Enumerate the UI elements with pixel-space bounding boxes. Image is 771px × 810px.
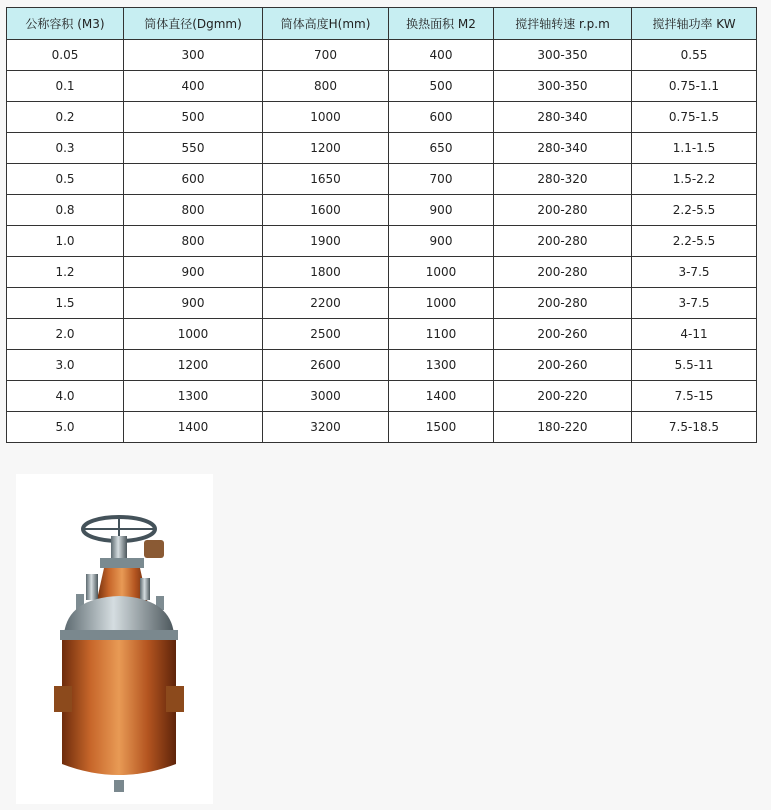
cell-diameter: 550 — [124, 133, 263, 164]
cell-shaft-speed: 300-350 — [494, 71, 632, 102]
spec-table — [6, 7, 757, 443]
cell-shaft-power: 3-7.5 — [632, 288, 757, 319]
cell-heat-area: 600 — [389, 102, 494, 133]
cell-volume: 0.8 — [7, 195, 124, 226]
table-row — [7, 288, 757, 319]
cell-diameter: 800 — [124, 195, 263, 226]
cell-shaft-power: 5.5-11 — [632, 350, 757, 381]
cell-shaft-power: 7.5-15 — [632, 381, 757, 412]
header-volume: 公称容积 (M3) — [7, 8, 124, 40]
cell-diameter: 400 — [124, 71, 263, 102]
cell-heat-area: 1500 — [389, 412, 494, 443]
cell-diameter: 1000 — [124, 319, 263, 350]
cell-height: 2200 — [263, 288, 389, 319]
cell-heat-area: 400 — [389, 40, 494, 71]
cell-shaft-speed: 280-340 — [494, 133, 632, 164]
cell-height: 2600 — [263, 350, 389, 381]
cell-heat-area: 900 — [389, 195, 494, 226]
cell-height: 2500 — [263, 319, 389, 350]
cell-volume: 0.2 — [7, 102, 124, 133]
cell-diameter: 1400 — [124, 412, 263, 443]
table-row — [7, 195, 757, 226]
cell-heat-area: 500 — [389, 71, 494, 102]
cell-volume: 0.05 — [7, 40, 124, 71]
cell-shaft-power: 2.2-5.5 — [632, 195, 757, 226]
cell-shaft-power: 0.75-1.1 — [632, 71, 757, 102]
table-row — [7, 102, 757, 133]
table-row — [7, 412, 757, 443]
cell-volume: 0.5 — [7, 164, 124, 195]
cell-diameter: 900 — [124, 288, 263, 319]
cell-volume: 1.0 — [7, 226, 124, 257]
cell-shaft-power: 7.5-18.5 — [632, 412, 757, 443]
cell-height: 3000 — [263, 381, 389, 412]
cell-shaft-speed: 300-350 — [494, 40, 632, 71]
cell-shaft-speed: 200-280 — [494, 195, 632, 226]
cell-volume: 1.2 — [7, 257, 124, 288]
table-row — [7, 40, 757, 71]
cell-height: 1900 — [263, 226, 389, 257]
table-row — [7, 226, 757, 257]
cell-shaft-speed: 200-260 — [494, 350, 632, 381]
cell-shaft-power: 0.55 — [632, 40, 757, 71]
cell-shaft-speed: 200-260 — [494, 319, 632, 350]
table-row — [7, 164, 757, 195]
header-heat-area: 换热面积 M2 — [389, 8, 494, 40]
cell-heat-area: 1000 — [389, 257, 494, 288]
cell-volume: 2.0 — [7, 319, 124, 350]
cell-shaft-speed: 180-220 — [494, 412, 632, 443]
header-height: 筒体高度H(mm) — [263, 8, 389, 40]
cell-height: 700 — [263, 40, 389, 71]
cell-diameter: 900 — [124, 257, 263, 288]
cell-height: 3200 — [263, 412, 389, 443]
cell-heat-area: 1400 — [389, 381, 494, 412]
cell-diameter: 500 — [124, 102, 263, 133]
cell-heat-area: 650 — [389, 133, 494, 164]
cell-diameter: 1200 — [124, 350, 263, 381]
cell-heat-area: 700 — [389, 164, 494, 195]
table-row — [7, 71, 757, 102]
spec-table-body — [7, 40, 757, 443]
cell-diameter: 300 — [124, 40, 263, 71]
header-diameter: 筒体直径(Dgmm) — [124, 8, 263, 40]
cell-heat-area: 900 — [389, 226, 494, 257]
cell-shaft-power: 2.2-5.5 — [632, 226, 757, 257]
table-row — [7, 133, 757, 164]
cell-volume: 1.5 — [7, 288, 124, 319]
table-row — [7, 257, 757, 288]
cell-height: 800 — [263, 71, 389, 102]
cell-diameter: 800 — [124, 226, 263, 257]
cell-shaft-power: 4-11 — [632, 319, 757, 350]
cell-volume: 4.0 — [7, 381, 124, 412]
table-row — [7, 381, 757, 412]
reactor-vessel-illustration — [16, 474, 213, 804]
table-row — [7, 319, 757, 350]
cell-volume: 0.3 — [7, 133, 124, 164]
cell-volume: 0.1 — [7, 71, 124, 102]
cell-heat-area: 1300 — [389, 350, 494, 381]
header-shaft-power: 搅拌轴功率 KW — [632, 8, 757, 40]
cell-shaft-power: 0.75-1.5 — [632, 102, 757, 133]
cell-shaft-speed: 280-340 — [494, 102, 632, 133]
table-row — [7, 350, 757, 381]
cell-shaft-speed: 200-220 — [494, 381, 632, 412]
cell-heat-area: 1100 — [389, 319, 494, 350]
cell-height: 1800 — [263, 257, 389, 288]
reactor-vessel-image — [16, 474, 213, 804]
header-row — [7, 8, 757, 40]
cell-heat-area: 1000 — [389, 288, 494, 319]
cell-height: 1000 — [263, 102, 389, 133]
cell-diameter: 1300 — [124, 381, 263, 412]
cell-height: 1200 — [263, 133, 389, 164]
cell-volume: 5.0 — [7, 412, 124, 443]
cell-diameter: 600 — [124, 164, 263, 195]
cell-height: 1600 — [263, 195, 389, 226]
header-shaft-speed: 搅拌轴转速 r.p.m — [494, 8, 632, 40]
cell-shaft-power: 1.5-2.2 — [632, 164, 757, 195]
cell-shaft-power: 1.1-1.5 — [632, 133, 757, 164]
cell-shaft-speed: 280-320 — [494, 164, 632, 195]
cell-shaft-speed: 200-280 — [494, 288, 632, 319]
cell-shaft-speed: 200-280 — [494, 226, 632, 257]
cell-shaft-power: 3-7.5 — [632, 257, 757, 288]
cell-height: 1650 — [263, 164, 389, 195]
cell-shaft-speed: 200-280 — [494, 257, 632, 288]
cell-volume: 3.0 — [7, 350, 124, 381]
